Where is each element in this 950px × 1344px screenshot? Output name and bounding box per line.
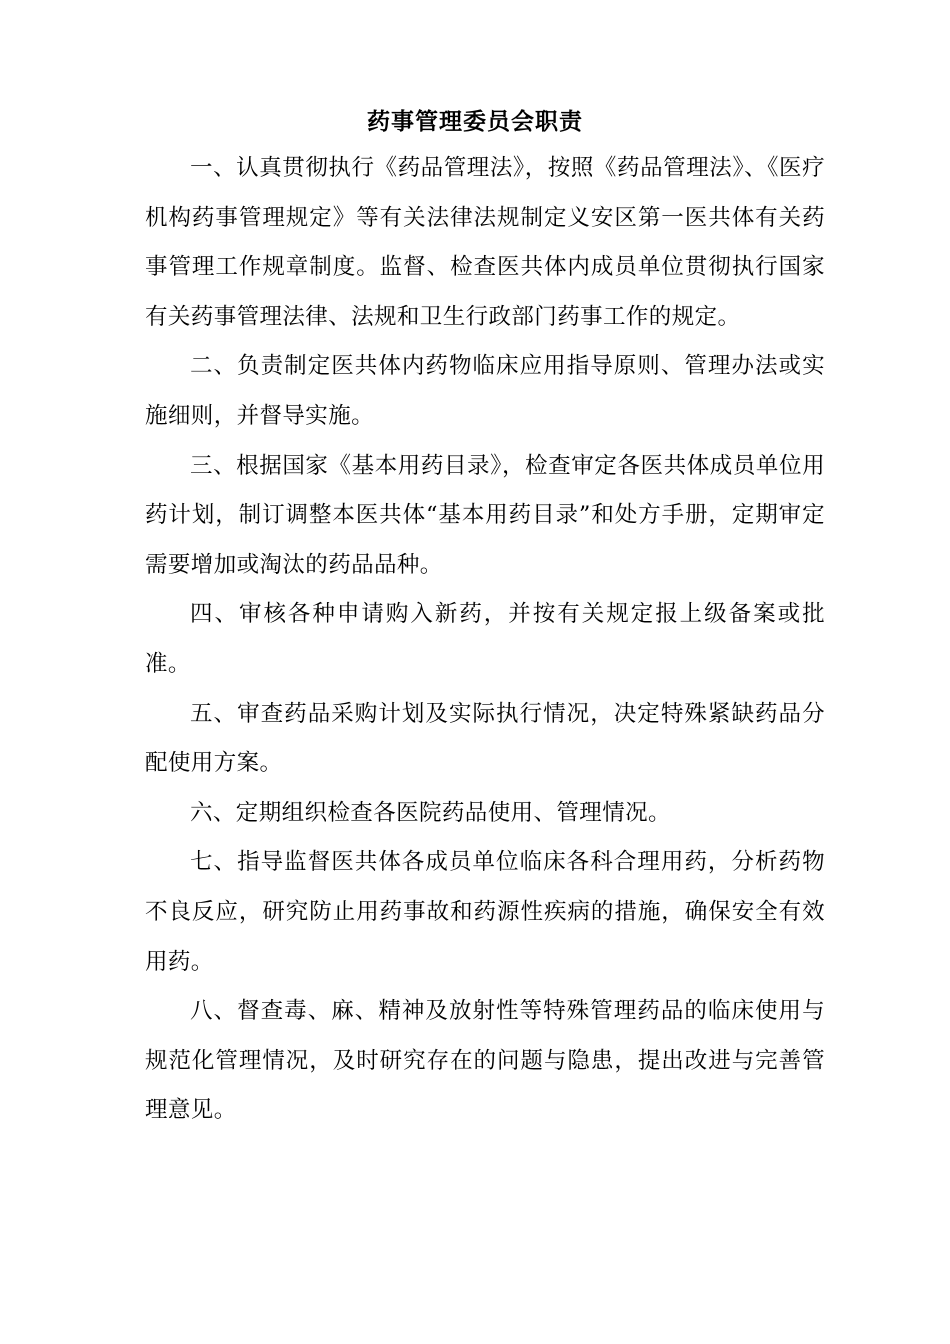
paragraph-5: 五、审查药品采购计划及实际执行情况，决定特殊紧缺药品分配使用方案。 bbox=[145, 700, 825, 777]
paragraph-4: 四、审核各种申请购入新药，并按有关规定报上级备案或批准。 bbox=[145, 601, 825, 677]
paragraph-1: 一、认真贯彻执行《药品管理法》，按照《药品管理法》、《医疗机构药事管理规定》等有关法律法规制定义安区第一医共体有关药事管理工作规章制度。监督、检查医共体内成员单位贯彻执行国家有关药事管理法律、法规和卫生行政部门药事工作的规定。 bbox=[145, 155, 825, 330]
page-title: 药事管理委员会职责 bbox=[367, 108, 583, 135]
document-body bbox=[145, 144, 825, 1136]
paragraph-2: 二、负责制定医共体内药物临床应用指导原则、管理办法或实施细则，并督导实施。 bbox=[145, 353, 825, 429]
paragraph-8: 八、督查毒、麻、精神及放射性等特殊管理药品的临床使用与规范化管理情况，及时研究存在的问题与隐患，提出改进与完善管理意见。 bbox=[145, 998, 825, 1124]
paragraph-3: 三、根据国家《基本用药目录》，检查审定各医共体成员单位用药计划，制订调整本医共体“基本用药目录”和处方手册，定期审定需要增加或淘汰的药品品种。 bbox=[145, 452, 825, 578]
paragraph-6: 六、定期组织检查各医院药品使用、管理情况。 bbox=[190, 799, 671, 826]
paragraph-7: 七、指导监督医共体各成员单位临床各科合理用药，分析药物不良反应，研究防止用药事故和药源性疾病的措施，确保安全有效用药。 bbox=[145, 849, 825, 975]
